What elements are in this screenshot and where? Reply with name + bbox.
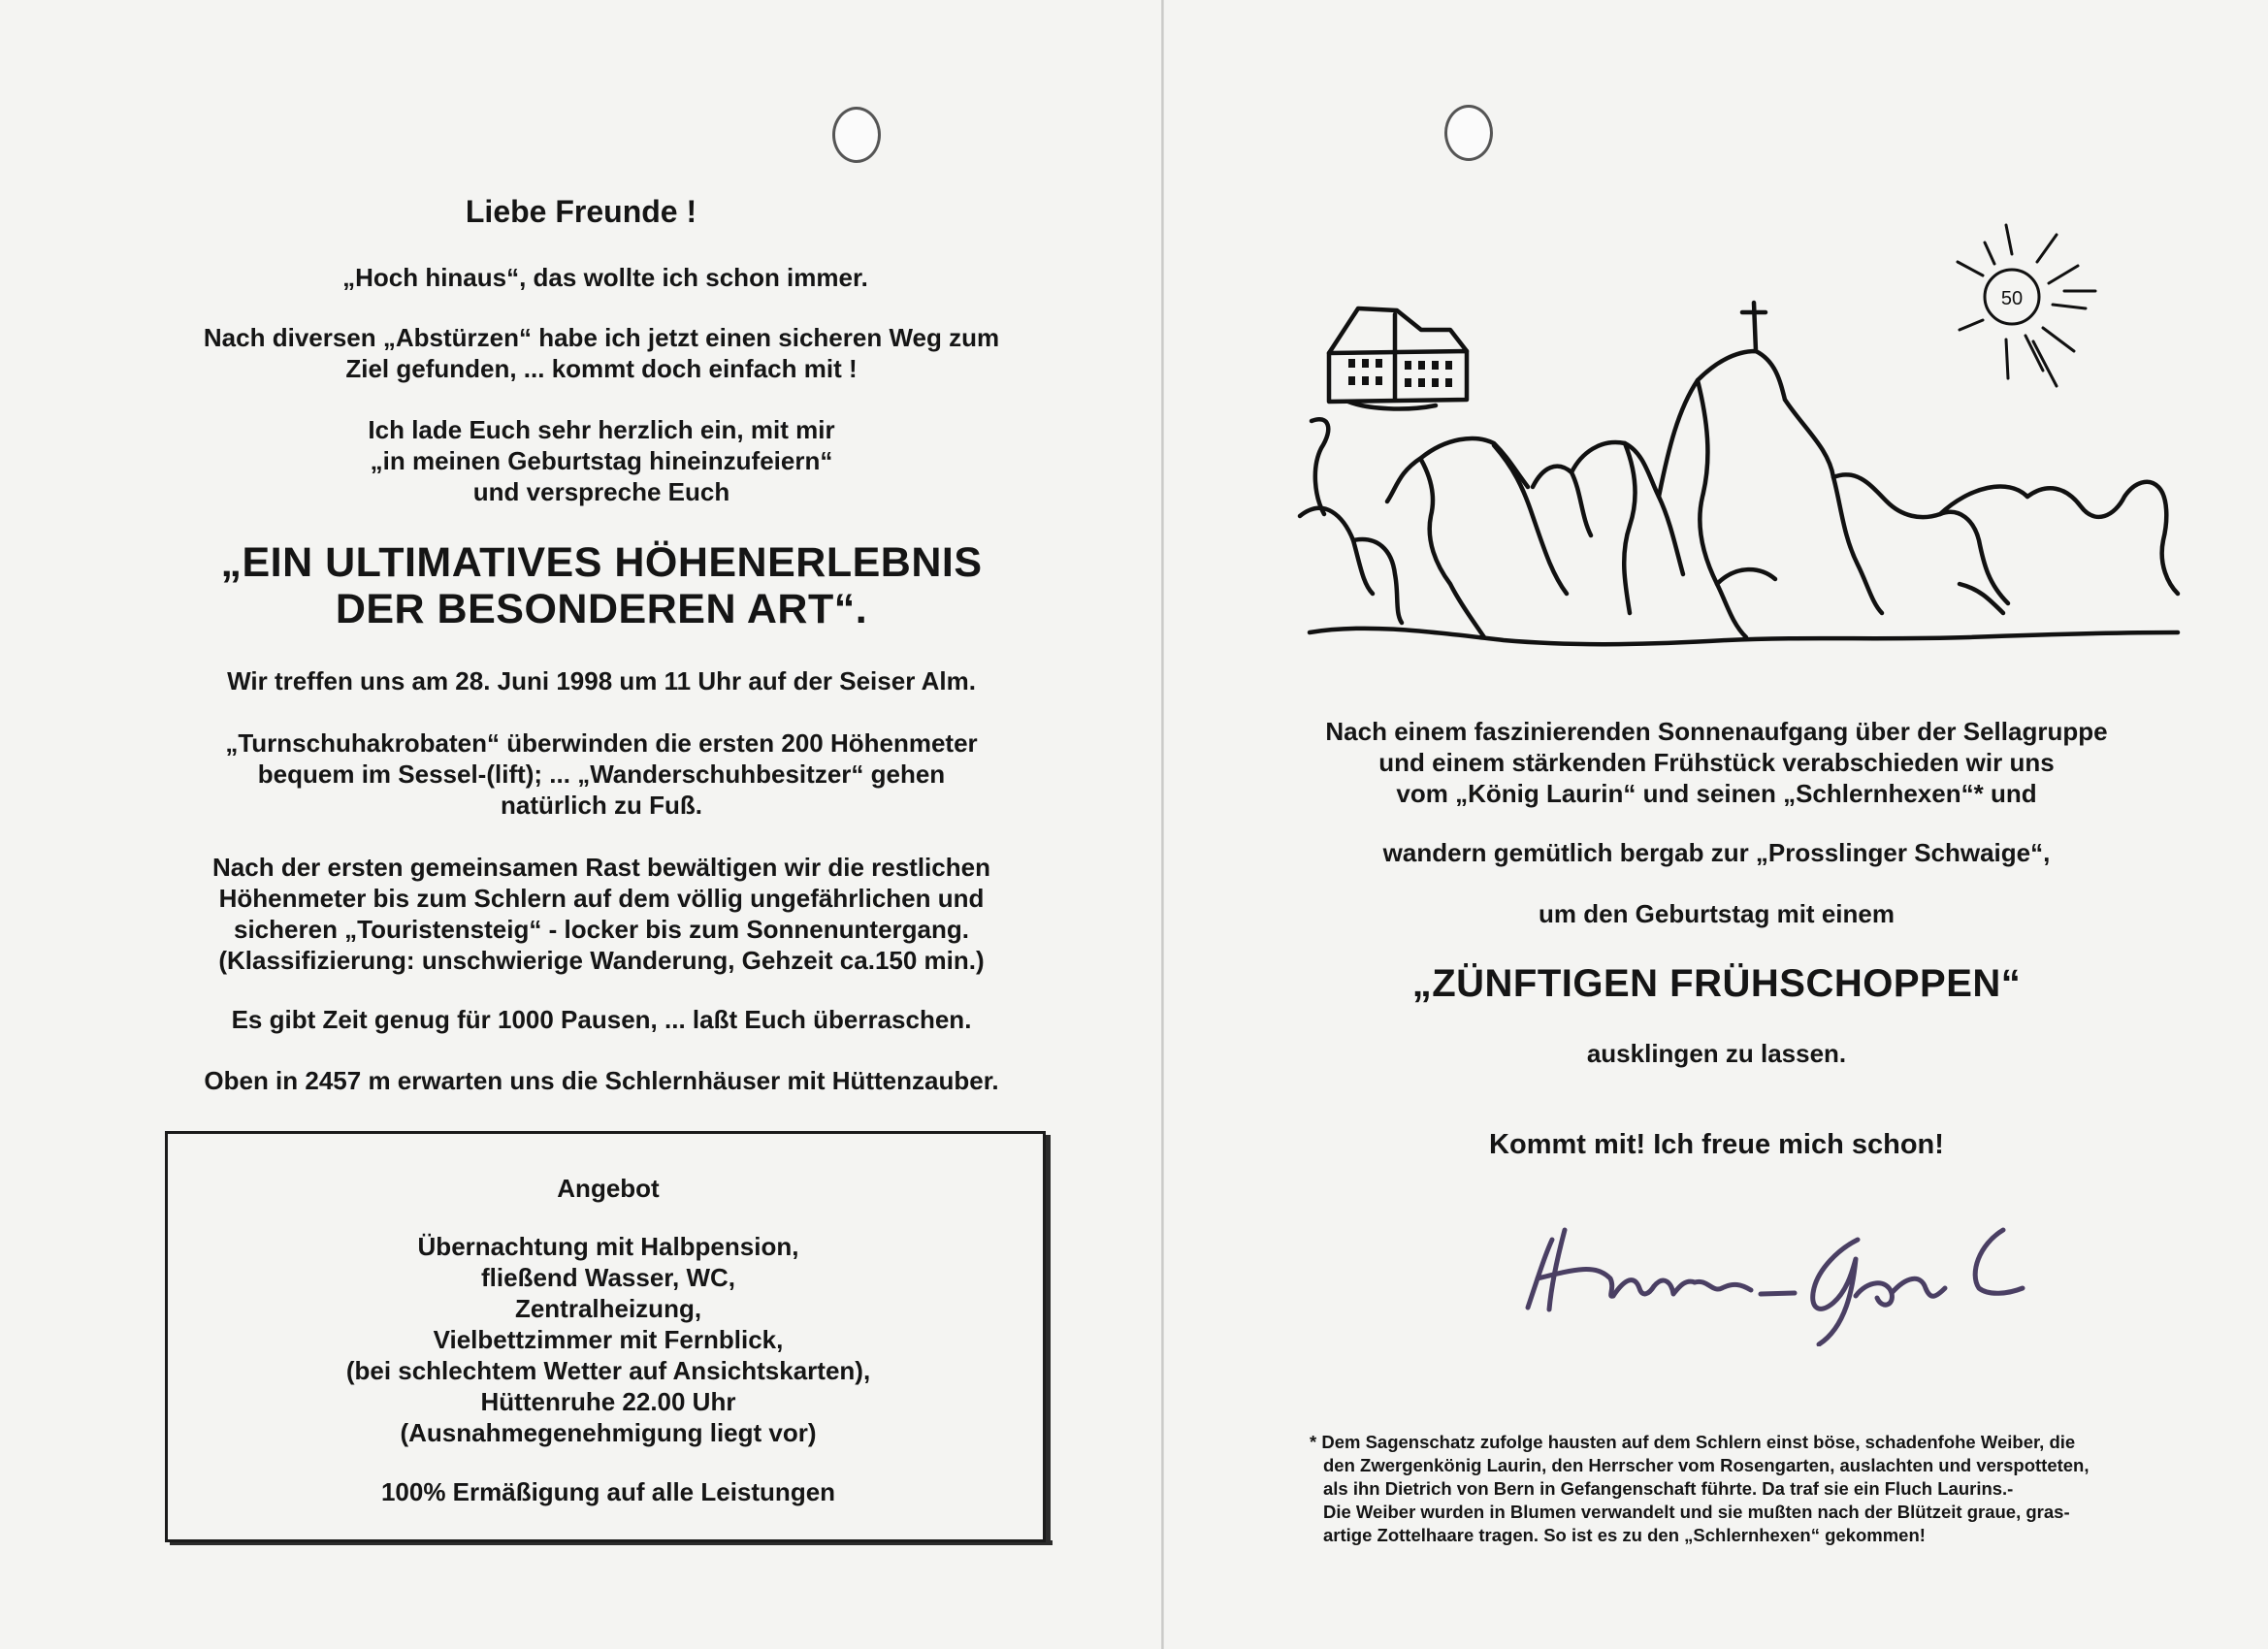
sun-icon [1958,225,2095,386]
paragraph-5: Es gibt Zeit genug für 1000 Pausen, ... laßt Euch überraschen. [231,1005,972,1034]
footnote: * Dem Sagenschatz zufolge hausten auf dem Schlern einst böse, schadenfohe Weiber, die den Zwergenkönig Laurin, den Herrscher vom Rosengarten, auslachten und verspotteten, als ihn Dietrich von Bern in Gefangenschaft führte. Da traf sie ein Fluch Laurins.- Die Weiber wurden in Blumen verwandelt und sie mußten nach der Blützeit graue, gras- artige Zottelhaare tragen. So ist es zu den „Schlernhexen“ gekommen! [1310,1432,2090,1545]
signature [1518,1201,2042,1346]
punch-hole-left [832,107,881,163]
paragraph-3: „Turnschuhakrobaten“ überwinden die ersten 200 Höhenmeter bequem im Sessel-(lift); ... „Wanderschuhbesitzer“ gehen natürlich zu Fuß. [225,728,978,820]
offer-title: Angebot [557,1174,660,1203]
right-paragraph-2: wandern gemütlich bergab zur „Prosslinger Schwaige“, [1382,838,2051,867]
paragraph-4: Nach der ersten gemeinsamen Rast bewältigen wir die restlichen Höhenmeter bis zum Schlern auf dem völlig ungefährlichen und sicheren „Touristensteig“ - locker bis zum Sonnenuntergang. (Klassifizierung: unschwierige Wanderung, Gehzeit ca.150 min.) [212,853,990,975]
right-headline: „ZÜNFTIGEN FRÜHSCHOPPEN“ [1411,962,2022,1005]
greeting: Liebe Freunde ! [465,194,697,229]
paragraph-1: Nach diversen „Abstürzen“ habe ich jetzt einen sicheren Weg zum Ziel gefunden, ... kommt doch einfach mit ! [203,323,1000,383]
paragraph-6: Oben in 2457 m erwarten uns die Schlernhäuser mit Hüttenzauber. [204,1066,999,1095]
right-paragraph-4: ausklingen zu lassen. [1586,1039,1847,1068]
right-paragraph-1: Nach einem faszinierenden Sonnenaufgang über der Sellagruppe und einem stärkenden Frühstück verabschieden wir uns vom „König Laurin“ und seinen „Schlernhexen“* und [1325,717,2108,808]
offer-box [165,1131,1046,1542]
offer-discount: 100% Ermäßigung auf alle Leistungen [380,1477,836,1506]
mountain-drawing [1290,206,2192,671]
intro-line: „Hoch hinaus“, das wollte ich schon immer. [342,263,868,292]
meeting-line: Wir treffen uns am 28. Juni 1998 um 11 Uhr auf der Seiser Alm. [227,666,976,695]
right-paragraph-3: um den Geburtstag mit einem [1539,899,1895,928]
offer-items: Übernachtung mit Halbpension, fließend Wasser, WC, Zentralheizung, Vielbettzimmer mit Fernblick, (bei schlechtem Wetter auf Ansichtskarten), Hüttenruhe 22.00 Uhr (Ausnahmegenehmigung liegt vor) [345,1232,871,1447]
closing-line: Kommt mit! Ich freue mich schon! [1489,1129,1944,1160]
paragraph-2: Ich lade Euch sehr herzlich ein, mit mir „in meinen Geburtstag hineinzufeiern“ und verspreche Euch [368,415,835,506]
punch-hole-right [1444,105,1493,161]
headline: „EIN ULTIMATIVES HÖHENERLEBNIS DER BESONDEREN ART“. [220,539,983,632]
sun-label: 50 [2000,288,2024,309]
